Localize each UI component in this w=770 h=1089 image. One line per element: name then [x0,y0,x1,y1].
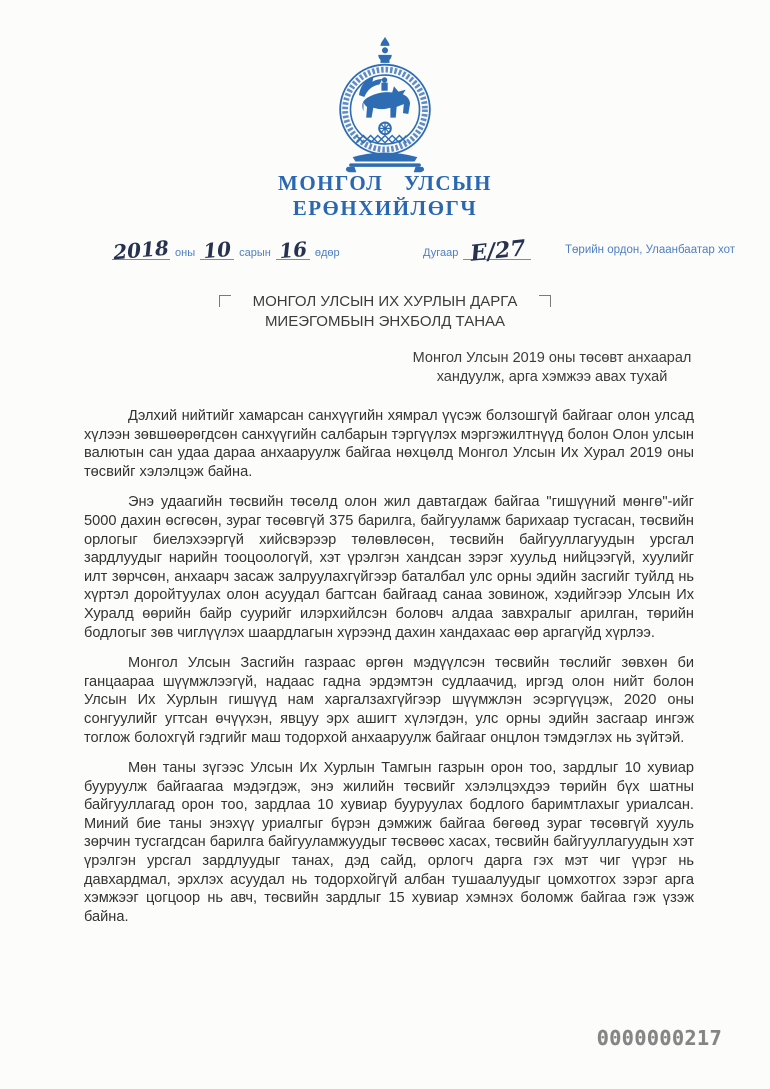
addressee-block [0,292,770,331]
emblem-container [0,36,770,175]
paragraph-1: Дэлхий нийтийг хамарсан санхүүгийн хямрал үүсэж болзошгүй байгааг олон улсад хүлээн зөвшөөрөгдсөн санхүүгийн салбарын тэргүүлэх мэргэжилтнүүд болон Олон улсын валютын сан удаа дараа анхааруулж байгаа нөхцөлд Монгол Улсын Их Хурал 2019 оны төсвийг хэлэлцэж байна. [84,408,694,480]
document-number-group [418,235,531,267]
date-group [112,235,345,265]
issuer-title-line2: ЕРӨНХИЙЛӨГЧ [292,196,478,220]
addressee-line1: МОНГОЛ УЛСЫН ИХ ХУРЛЫН ДАРГА [252,293,518,310]
date-day-slot [276,236,310,264]
date-year-value: 2018 [112,235,170,265]
issuer-title [0,171,770,221]
subject-line1: Монгол Улсын 2019 оны төсөвт анхаарал [412,350,692,366]
mongolia-state-emblem-icon [331,36,439,175]
letter-body [84,407,694,938]
date-year-slot [112,235,170,265]
document-number-slot [463,235,531,267]
document-stamp-number: 0000000217 [596,1026,722,1050]
subject-block [392,349,712,387]
date-month-label: сарын [239,247,271,259]
subject-line2: хандуулж, арга хэмжээ авах тухай [436,369,668,385]
paragraph-3: Монгол Улсын Засгийн газраас өргөн мэдүүлсэн төсвийн төслийг зөвхөн би ганцаараа шүүмжлээгүй, надаас гадна эрдэмтэн судлаачид, иргэд олон нийт болон Улсын Их Хурлын гишүүд нам харгалзахгүйгээр шүүмжлэн эсэргүүцэж, 2020 оны сонгуулийг угтсан өчүүхэн, явцуу эрх ашигт хүлэгдэн, улс орны эдийн засгаар ингэж тоглож болохгүй гэдгийг маш тодорхой анхааруулж байгааг онцлон тэмдэглэх нь зүйтэй. [84,655,694,746]
addressee-line2: МИЕЭГОМБЫН ЭНХБОЛД ТАНАА [264,312,506,330]
dateline [0,224,770,266]
paragraph-4: Мөн таны зүгээс Улсын Их Хурлын Тамгын газрын орон тоо, зардлыг 10 хувиар бууруулж байгаагаа мэдэгдэж, энэ жилийн төсвийг хэлэлцэхдээ төрийн бүх шатны байгууллагад орон тоо, зардлаа 10 хувиар бууруулах бодлого баримтлахыг уриалсан. Миний бие таны энэхүү уриалгыг бүрэн дэмжиж байгаа бөгөөд зураг төсөвгүй хууль зөрчин тусгагдсан барилга байгууламжуудыг төсвөөс хасах, төсвийн байгууллагуудын хэт үрэлгэн урсгал зардлуудыг танах, дэд сайд, орлогч дарга гэх мэт чиг үүрэг нь давхардмал, эрхлэх асуудал нь тодорхойгүй албан тушаалуудыг цомхотгох зэрэг арга хэмжээг цогцоор нь авч, төсвийн зардлыг 15 хувиар хэмнэх боломж байгаа гэж үзэж байна. [84,760,694,925]
date-month-slot [200,236,234,264]
date-day-label: өдөр [314,247,340,259]
paragraph-2: Энэ удаагийн төсвийн төсөлд олон жил давтагдаж байгаа "гишүүний мөнгө"-ийг 5000 дахин өсгөсөн, зураг төсөвгүй 375 барилга, байгууламж барихаар тусгасан, төсвийн орлогыг биелэхээргүй хийсвэрээр төлөвлөсөн, төсвийн байгууллагуудын урсгал зардлуудыг нарийн тооцоологүй, хэт үрэлгэн хандсан зэрэг хуульд нийцээгүй, хуулийг илт зөрчсөн, анхаарч засаж залруулахгүйгээр баталбал улс орны эдийн засгийг туйлд нь хүртэл доройтуулах олон асуудал багтсан байгаад санаа зовинож, хэдийгээр Улсын Их Хуралд өөрийн байр суурийг илэрхийлсэн боловч алдаа завхралыг арилган, төрийн бодлогыг зөв чиглүүлэх шаардлагын хүрээнд дахин хандахаас өөр аргагүйд хүрлээ. [84,494,694,641]
corner-bracket-left-icon [219,295,231,307]
date-year-label: оны [175,247,196,259]
document-number-value: Е/27 [468,235,527,267]
corner-bracket-right-icon [539,295,551,307]
date-month-value: 10 [202,236,233,264]
date-day-value: 16 [278,236,308,264]
issuer-title-line1: МОНГОЛ УЛСЫН [278,171,492,195]
location-text: Төрийн ордон, Улаанбаатар хот [565,244,735,256]
document-number-label: Дугаар [423,247,459,259]
addressee-text [253,292,518,331]
